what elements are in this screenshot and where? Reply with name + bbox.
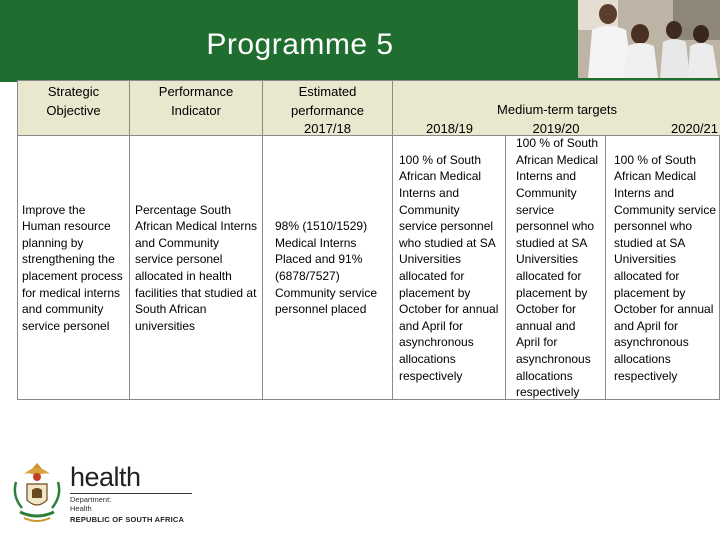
header-year-2020-21: 2020/21 bbox=[671, 121, 718, 136]
department-of-health-logo bbox=[10, 460, 210, 530]
targets-table bbox=[17, 80, 720, 400]
header-year-1-cell bbox=[393, 81, 506, 136]
cell-strategic-objective: Improve the Human resource planning by strengthening the placement process for medical interns and community service personel bbox=[18, 136, 130, 400]
header-year-3-cell bbox=[606, 81, 720, 136]
header-performance-indicator: Performance Indicator bbox=[130, 81, 263, 136]
logo-wordmark: health bbox=[70, 462, 141, 492]
page-title: Programme 5 bbox=[206, 28, 394, 61]
coat-of-arms-icon bbox=[10, 460, 64, 526]
header-year-2017-18: 2017/18 bbox=[304, 121, 351, 136]
logo-republic: REPUBLIC OF SOUTH AFRICA bbox=[70, 515, 185, 524]
logo-department-name: Health bbox=[70, 504, 92, 513]
header-strategic-objective: Strategic Objective bbox=[18, 81, 130, 136]
header-banner bbox=[0, 0, 720, 82]
logo-divider bbox=[70, 493, 192, 494]
header-estimated-performance: Estimated performance 2017/18 bbox=[263, 81, 393, 136]
header-year-2019-20: 2019/20 bbox=[532, 121, 580, 136]
cell-target-2020-21: 100 % of South African Medical Interns and Community service personnel who studied at SA Universities allocated for placement by October for annual and April for asynchronous allocations respectively bbox=[614, 152, 717, 383]
cell-performance-indicator: Percentage South African Medical Interns and Community service personel allocated in health facilities that studied at South African universities bbox=[130, 136, 263, 400]
header-year-2018-19: 2018/19 bbox=[426, 121, 473, 136]
banner-photo bbox=[578, 0, 720, 78]
cell-estimated-performance: 98% (1510/1529) Medical Interns Placed and 91% (6878/7527) Community service personnel placed bbox=[263, 136, 393, 400]
cell-target-2018-19: 100 % of South African Medical Interns and Community service personnel who studied at SA Universities allocated for placement by October for annual and April for asynchronous allocations respectively bbox=[393, 136, 506, 400]
logo-department-label: Department: bbox=[70, 495, 112, 504]
cell-target-2019-20: 100 % of South African Medical Interns and Community service personnel who studied at SA Universities allocated for placement by October for annual and April for asynchronous allocations respectively bbox=[506, 136, 606, 400]
header-year-2-cell bbox=[506, 81, 606, 136]
medium-term-title: Medium-term targets bbox=[497, 102, 617, 117]
